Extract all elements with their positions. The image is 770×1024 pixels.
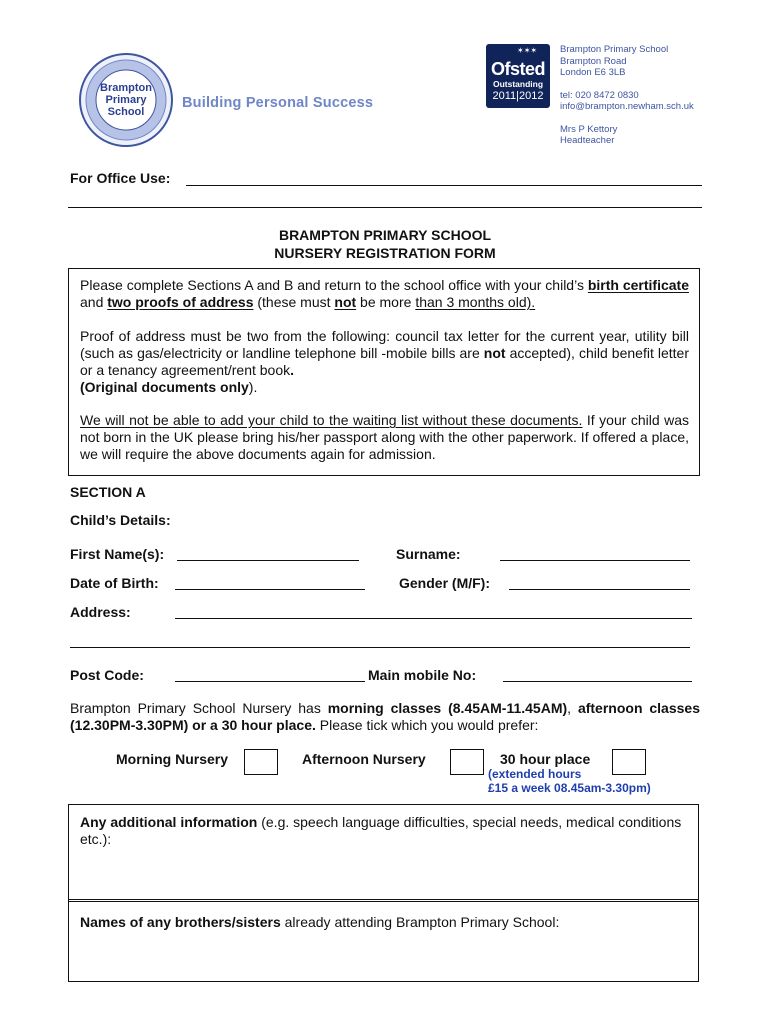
extended-hours-price: £15 a week 08.45am-3.30pm) <box>488 781 651 795</box>
contact-city: London E6 3LB <box>560 67 626 78</box>
mobile-label: Main mobile No: <box>368 667 477 683</box>
school-logo <box>78 52 174 148</box>
address-label: Address: <box>70 604 131 620</box>
afternoon-nursery-checkbox[interactable] <box>450 749 484 775</box>
surname-label: Surname: <box>396 546 461 562</box>
contact-email[interactable]: info@brampton.newham.sch.uk <box>560 101 694 112</box>
post-code-field[interactable] <box>175 681 365 682</box>
form-title-school: BRAMPTON PRIMARY SCHOOL <box>278 227 492 243</box>
siblings-label: Names of any brothers/sisters already attending Brampton Primary School: <box>80 914 560 930</box>
logo-word-1: Brampton <box>100 82 152 94</box>
contact-road: Brampton Road <box>560 55 627 67</box>
morning-nursery-label: Morning Nursery <box>116 751 229 767</box>
dob-field[interactable] <box>175 589 365 590</box>
address-field-line-2[interactable] <box>70 647 690 648</box>
ofsted-years: 2011|2012 <box>492 90 544 102</box>
surname-field[interactable] <box>500 560 690 561</box>
mobile-field[interactable] <box>503 681 692 682</box>
first-name-label: First Name(s): <box>70 546 165 562</box>
nursery-options-text: Brampton Primary School Nursery has morning classes (8.45AM-11.45AM), afternoon classes (12.30PM-3.30PM) or a 30 hour place. Please tick which you would prefer: <box>70 700 700 733</box>
contact-school: Brampton Primary School <box>560 44 669 55</box>
contact-tel: tel: 020 8472 0830 <box>560 89 639 101</box>
logo-word-3: School <box>107 106 145 118</box>
office-use-line-2 <box>68 207 702 208</box>
thirty-hour-checkbox[interactable] <box>612 749 646 775</box>
gender-field[interactable] <box>509 589 690 590</box>
dob-label: Date of Birth: <box>70 575 159 591</box>
contact-block <box>560 44 694 147</box>
first-name-field[interactable] <box>177 560 359 561</box>
section-a-heading: SECTION A <box>70 484 146 500</box>
headteacher-name: Mrs P Kettory <box>560 123 618 135</box>
instructions-para-1: Please complete Sections A and B and return to the school office with your child’s birth certificate and two proofs of address (these must not be more than 3 months old). <box>80 277 690 310</box>
extended-hours-note: (extended hours <box>488 767 582 781</box>
logo-word-2: Primary <box>105 94 147 106</box>
thirty-hour-label: 30 hour place <box>500 751 591 767</box>
ofsted-name: Ofsted <box>490 59 545 79</box>
office-use-label: For Office Use: <box>70 170 171 186</box>
additional-info-label: Any additional information (e.g. speech language difficulties, special needs, medical conditions etc.): <box>80 814 682 847</box>
instructions-para-2: Proof of address must be two from the following: council tax letter for the current year, utility bill (such as gas/electricity or landline telephone bill -mobile bills are not accepted), child benefit letter or a tenancy agreement/rent book. (Original documents only). <box>80 328 689 395</box>
stars-icon: ✶✶✶ <box>517 46 538 55</box>
tagline: Building Personal Success <box>182 95 374 111</box>
ofsted-badge <box>486 44 550 108</box>
headteacher-role: Headteacher <box>560 135 615 146</box>
morning-nursery-checkbox[interactable] <box>244 749 278 775</box>
form-title-form: NURSERY REGISTRATION FORM <box>274 245 496 261</box>
address-field-line-1[interactable] <box>175 618 692 619</box>
gender-label: Gender (M/F): <box>399 575 490 591</box>
child-details-heading: Child’s Details: <box>70 512 171 528</box>
office-use-line <box>186 185 702 186</box>
ofsted-rating: Outstanding <box>492 79 544 89</box>
siblings-box[interactable] <box>68 899 699 982</box>
instructions-para-3: We will not be able to add your child to the waiting list without these documents. If your child was not born in the UK please bring his/her passport along with the other paperwork. If offered a place, we will require the above documents again for admission. <box>80 412 689 462</box>
afternoon-nursery-label: Afternoon Nursery <box>302 751 426 767</box>
post-code-label: Post Code: <box>70 667 144 683</box>
